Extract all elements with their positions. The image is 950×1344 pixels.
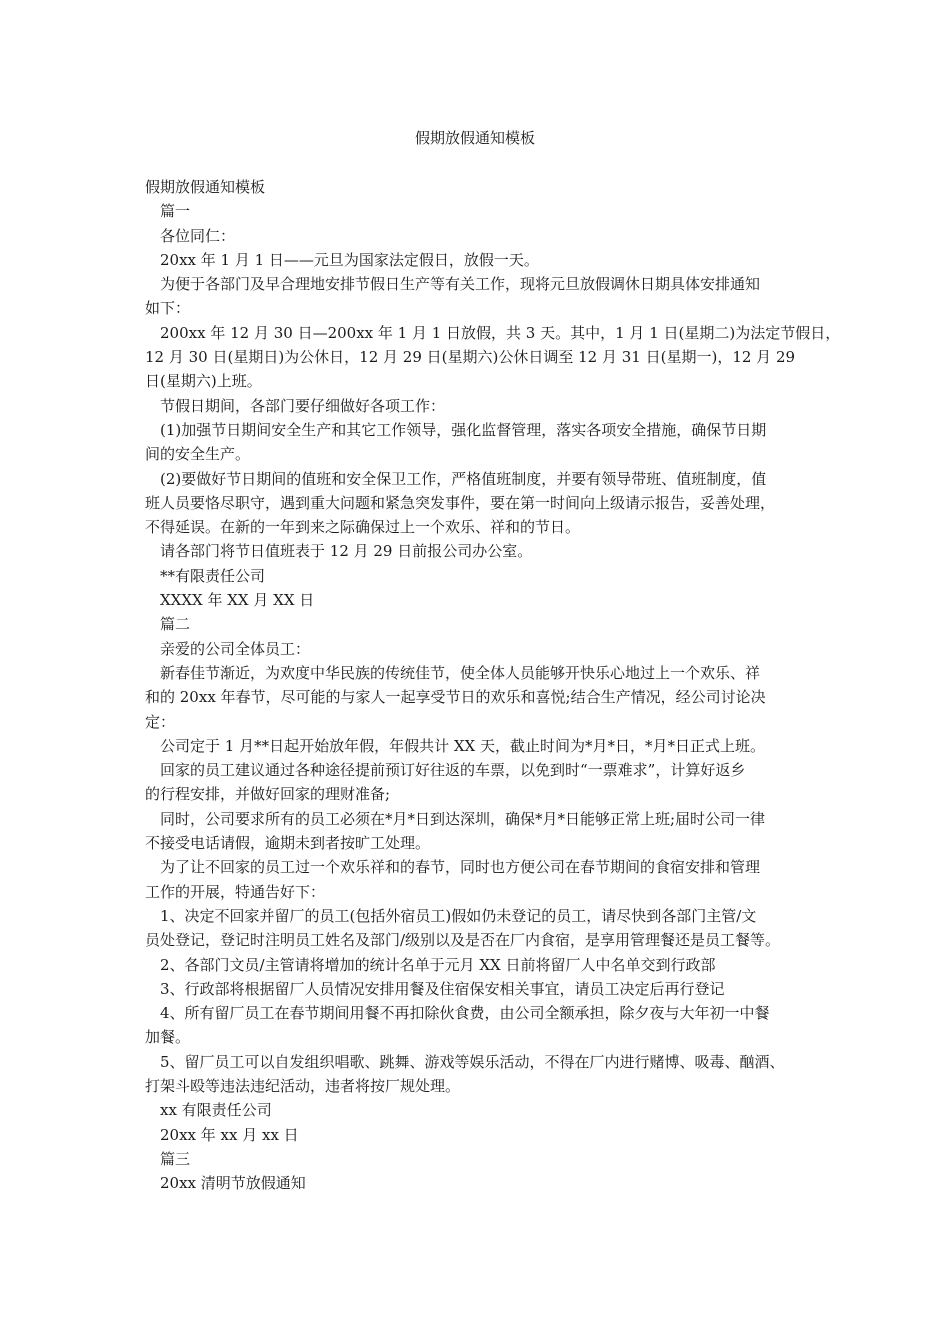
text-line: **有限责任公司 (160, 566, 266, 585)
text-line: 12 月 30 日(星期日)为公休日，12 月 29 日(星期六)公休日调至 12 月 31 日(星期一)，12 月 29 (145, 348, 796, 367)
text-line: 20xx 年 xx 月 xx 日 (160, 1125, 299, 1144)
text-line: 4、所有留厂员工在春节期间用餐不再扣除伙食费，由公司全额承担，除夕夜与大年初一中餐 (160, 1004, 770, 1023)
text-line: xx 有限责任公司 (160, 1101, 272, 1120)
text-line: 节假日期间，各部门要仔细做好各项工作： (160, 396, 446, 415)
text-line: 加餐。 (145, 1028, 191, 1047)
text-line: 同时，公司要求所有的员工必须在*月*日到达深圳，确保*月*日能够正常上班;届时公司一律 (160, 809, 766, 828)
text-line: 打架斗殴等违法违纪活动，违者将按厂规处理。 (145, 1076, 461, 1095)
text-line: 亲爱的公司全体员工： (160, 639, 311, 658)
text-line: 200xx 年 12 月 30 日—200xx 年 1 月 1 日放假，共 3 天。其中，1 月 1 日(星期二)为法定节假日， (160, 323, 841, 342)
text-line: XXXX 年 XX 月 XX 日 (160, 591, 315, 610)
text-line: 间的安全生产。 (145, 445, 251, 464)
page-title: 假期放假通知模板 (414, 129, 535, 147)
text-line: (1)加强节日期间安全生产和其它工作领导，强化监督管理，落实各项安全措施，确保节日期 (160, 420, 767, 439)
text-line: 5、留厂员工可以自发组织唱歌、跳舞、游戏等娱乐活动，不得在厂内进行赌博、吸毒、酗酒、 (160, 1052, 785, 1071)
text-line: 20xx 年 1 月 1 日——元旦为国家法定假日，放假一天。 (160, 250, 539, 269)
text-line: 篇三 (160, 1149, 191, 1168)
text-line: 公司定于 1 月**日起开始放年假，年假共计 XX 天，截止时间为*月*日，*月*日正式上班。 (160, 736, 765, 755)
text-line: 和的 20xx 年春节，尽可能的与家人一起享受节日的欢乐和喜悦;结合生产情况，经公司讨论决 (145, 688, 766, 707)
text-line: 20xx 清明节放假通知 (160, 1174, 306, 1193)
text-line: 回家的员工建议通过各种途径提前预订好往返的车票，以免到时“一票难求”，计算好返乡 (160, 761, 746, 780)
text-line: 2、各部门文员/主管请将增加的统计名单于元月 XX 日前将留厂人中名单交到行政部 (160, 955, 716, 974)
text-line: 不接受电话请假，逾期未到者按旷工处理。 (145, 834, 431, 853)
text-line: (2)要做好节日期间的值班和安全保卫工作，严格值班制度，并要有领导带班、值班制度，值 (160, 469, 767, 488)
text-line: 日(星期六)上班。 (145, 372, 262, 391)
text-line: 为便于各部门及早合理地安排节假日生产等有关工作，现将元旦放假调休日期具体安排通知 (160, 275, 761, 294)
text-line: 班人员要恪尽职守，遇到重大问题和紧急突发事件，要在第一时间向上级请示报告，妥善处理， (145, 493, 776, 512)
text-line: 不得延误。在新的一年到来之际确保过上一个欢乐、祥和的节日。 (145, 518, 581, 537)
text-line: 篇一 (160, 202, 191, 221)
text-line: 新春佳节渐近，为欢度中华民族的传统佳节，使全体人员能够开快乐心地过上一个欢乐、祥 (160, 663, 761, 682)
text-line: 工作的开展，特通告好下： (145, 882, 326, 901)
text-line: 假期放假通知模板 (145, 178, 266, 196)
text-line: 篇二 (160, 615, 191, 634)
text-line: 为了让不回家的员工过一个欢乐祥和的春节，同时也方便公司在春节期间的食宿安排和管理 (160, 858, 761, 877)
text-line: 员处登记，登记时注明员工姓名及部门/级别以及是否在厂内食宿，是享用管理餐还是员工餐等。 (145, 931, 781, 950)
text-line: 请各部门将节日值班表于 12 月 29 日前报公司办公室。 (160, 542, 533, 561)
text-line: 1、决定不回家并留厂的员工(包括外宿员工)假如仍未登记的员工，请尽快到各部门主管/文 (160, 906, 757, 925)
text-line: 如下： (145, 299, 191, 318)
text-line: 的行程安排，并做好回家的理财准备; (145, 785, 391, 804)
text-line: 3、行政部将根据留厂人员情况安排用餐及住宿保安相关事宜，请员工决定后再行登记 (160, 979, 725, 998)
text-line: 各位同仁： (160, 226, 236, 245)
text-line: 定： (145, 712, 176, 731)
document-body (145, 175, 841, 1195)
